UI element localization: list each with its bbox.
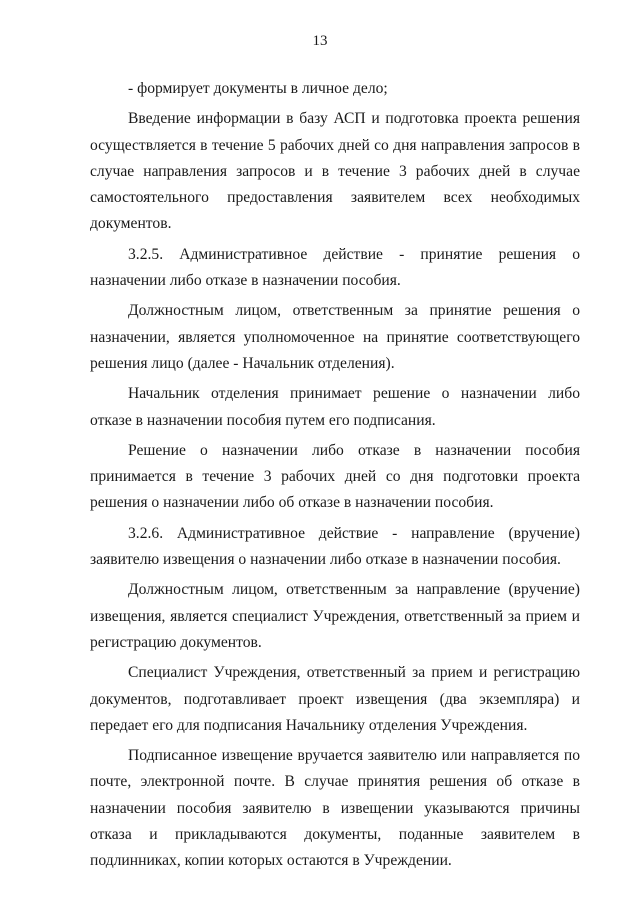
paragraph-4: Должностным лицом, ответственным за принятие решения о назначении, является уполномоченное на принятие соответствующего решения лицо (далее - Начальник отделения). bbox=[90, 302, 580, 372]
document-body bbox=[90, 76, 580, 875]
paragraph-1: - формирует документы в личное дело; bbox=[128, 80, 388, 97]
paragraph-6: Решение о назначении либо отказе в назначении пособия принимается в течение 3 рабочих дней со дня подготовки проекта решения о назначении либо об отказе в назначении пособия. bbox=[90, 441, 580, 512]
paragraph-3: 3.2.5. Административное действие - принятие решения о назначении либо отказе в назначении пособия. bbox=[90, 245, 580, 290]
paragraph-8: Должностным лицом, ответственным за направление (вручение) извещения, является специалист Учреждения, ответственный за прием и регистрацию документов. bbox=[90, 581, 580, 651]
paragraph-2: Введение информации в базу АСП и подготовка проекта решения осуществляется в течение 5 рабочих дней со дня направления запросов в случае направления запросов и в течение 3 рабочих дней в случае самостоятельного предоставления заявителем всех необходимых документов. bbox=[90, 110, 580, 233]
paragraph-10: Подписанное извещение вручается заявителю или направляется по почте, электронной почте. В случае принятия решения об отказе в назначении пособия заявителю в извещении указываются причины отказа и прикладываются документы, поданные заявителем в подлинниках, копии которых остаются в Учреждении. bbox=[90, 747, 580, 870]
page-number: 13 bbox=[312, 33, 328, 49]
paragraph-9: Специалист Учреждения, ответственный за прием и регистрацию документов, подготавливает проект извещения (два экземпляра) и передает его для подписания Начальнику отделения Учреждения. bbox=[90, 664, 580, 734]
paragraph-5: Начальник отделения принимает решение о назначении либо отказе в назначении пособия путем его подписания. bbox=[90, 385, 580, 429]
paragraph-7: 3.2.6. Административное действие - направление (вручение) заявителю извещения о назначении либо отказе в назначении пособия. bbox=[90, 524, 580, 569]
